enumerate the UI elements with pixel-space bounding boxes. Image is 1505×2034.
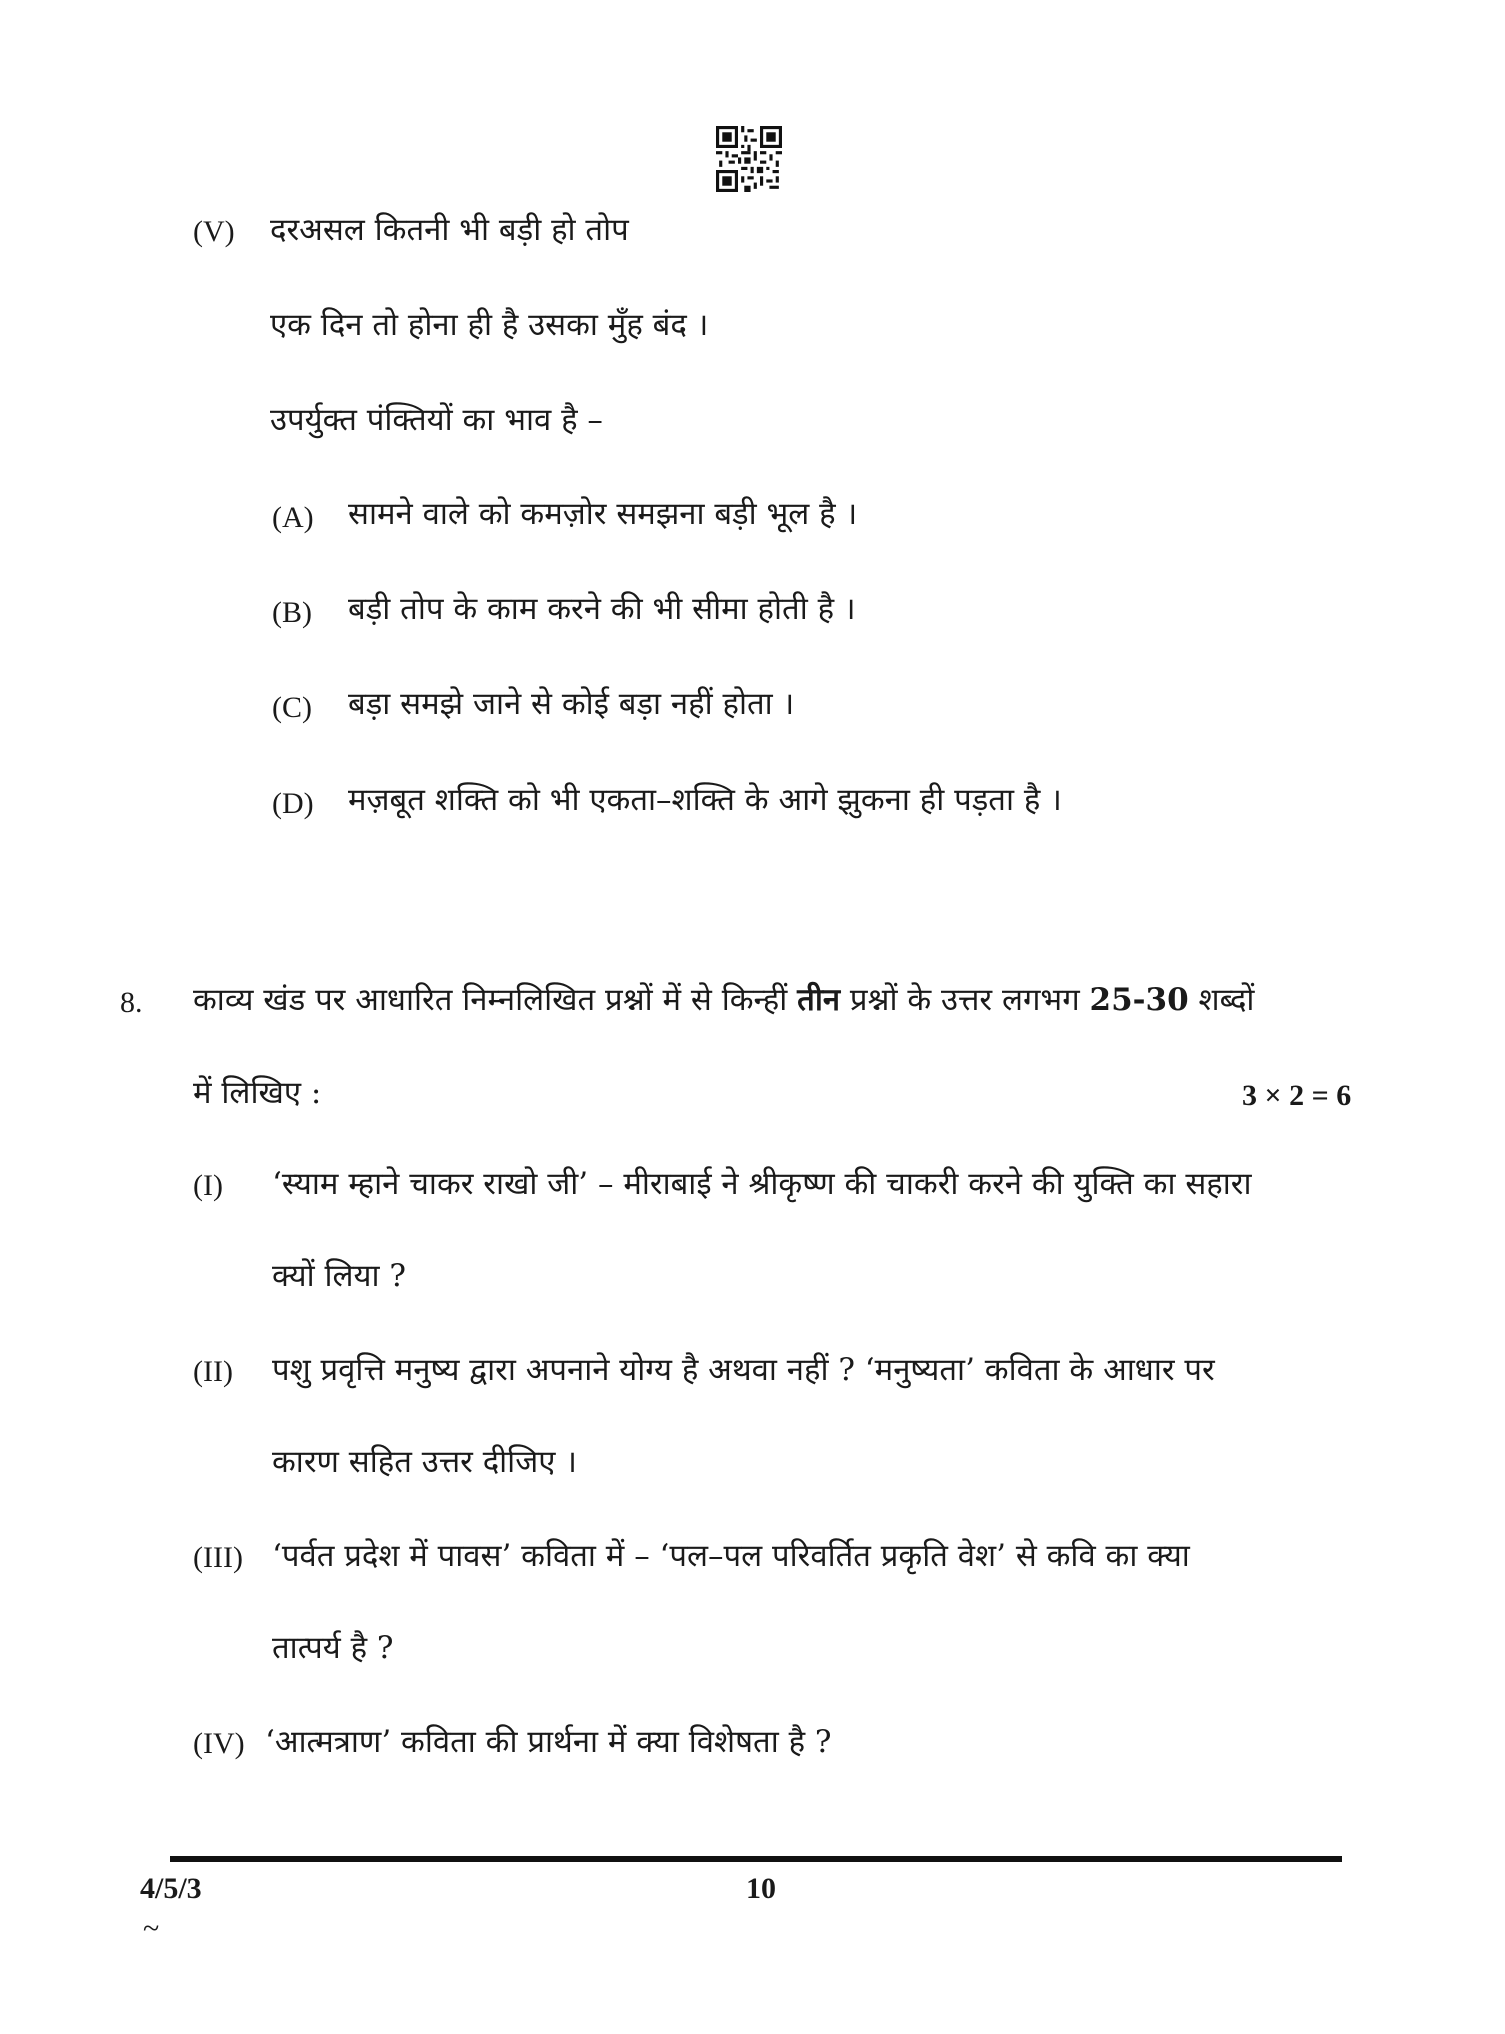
qr-code [716, 126, 782, 192]
question-prompt: उपर्युक्त पंक्तियों का भाव है – [270, 402, 603, 438]
option-text: बड़ा समझे जाने से कोई बड़ा नहीं होता । [348, 686, 795, 722]
option-label: (C) [272, 691, 312, 724]
option-label: (D) [272, 787, 314, 820]
instruction-count: तीन [797, 982, 841, 1018]
footer-divider [170, 1856, 1342, 1862]
subquestion-label: (IV) [193, 1727, 245, 1760]
marks: 3 × 2 = 6 [1242, 1079, 1352, 1112]
page-number: 10 [746, 1872, 776, 1905]
instruction-text: काव्य खंड पर आधारित निम्नलिखित प्रश्नों में से किन्हीं [193, 982, 798, 1018]
subquestion-line-2: तात्पर्य है ? [272, 1630, 394, 1666]
stanza-line-1: दरअसल कितनी भी बड़ी हो तोप [270, 212, 629, 248]
footer-mark: ~ [143, 1912, 160, 1945]
option-label: (B) [272, 596, 312, 629]
stanza-line-2: एक दिन तो होना ही है उसका मुँह बंद । [270, 307, 709, 343]
subquestion-line-2: कारण सहित उत्तर दीजिए । [272, 1444, 577, 1480]
option-label: (A) [272, 501, 314, 534]
instruction-word-range: 25-30 [1089, 982, 1189, 1018]
question-label: (V) [193, 215, 235, 248]
instruction-text: प्रश्नों के उत्तर लगभग [840, 982, 1090, 1018]
option-text: बड़ी तोप के काम करने की भी सीमा होती है । [348, 591, 856, 627]
option-text: मज़बूत शक्ति को भी एकता–शक्ति के आगे झुकना ही पड़ता है । [348, 782, 1062, 818]
instruction-line-2: में लिखिए : [193, 1075, 322, 1111]
instruction-text: शब्दों [1188, 982, 1255, 1018]
subquestion-label: (II) [193, 1355, 233, 1388]
paper-code: 4/5/3 [140, 1872, 202, 1905]
subquestion-label: (I) [193, 1169, 223, 1202]
subquestion-line-1: ‘पर्वत प्रदेश में पावस’ कविता में – ‘पल–पल परिवर्तित प्रकृति वेश’ से कवि का क्या [272, 1538, 1190, 1574]
subquestion-line-1: ‘स्याम म्हाने चाकर राखो जी’ – मीराबाई ने श्रीकृष्ण की चाकरी करने की युक्ति का सहारा [272, 1166, 1252, 1202]
subquestion-line-1: पशु प्रवृत्ति मनुष्य द्वारा अपनाने योग्य है अथवा नहीं ? ‘मनुष्यता’ कविता के आधार पर [272, 1352, 1215, 1388]
subquestion-line-2: क्यों लिया ? [272, 1258, 406, 1294]
question-number: 8. [120, 986, 143, 1019]
option-text: सामने वाले को कमज़ोर समझना बड़ी भूल है । [348, 496, 858, 532]
subquestion-line-1: ‘आत्मत्राण’ कविता की प्रार्थना में क्या विशेषता है ? [265, 1724, 832, 1760]
question-instruction [193, 980, 1254, 1020]
subquestion-label: (III) [193, 1541, 243, 1574]
